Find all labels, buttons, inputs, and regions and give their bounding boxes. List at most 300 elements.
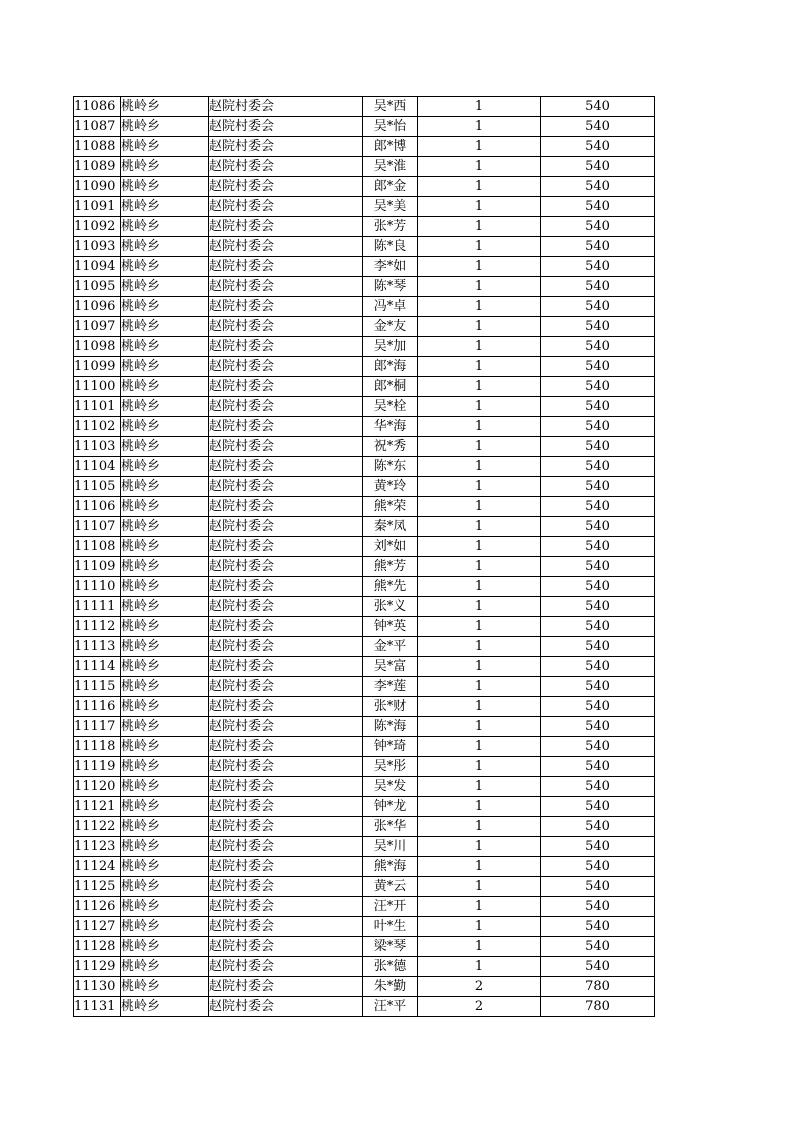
township-cell: 桃岭乡: [121, 737, 209, 757]
table-row: [74, 117, 655, 137]
table-row: [74, 257, 655, 277]
village-committee-cell: 赵院村委会: [209, 197, 363, 217]
township-cell: 桃岭乡: [121, 637, 209, 657]
village-committee-cell: 赵院村委会: [209, 577, 363, 597]
township-cell: 桃岭乡: [121, 537, 209, 557]
township-cell: 桃岭乡: [121, 897, 209, 917]
person-name-cell: 黄*玲: [363, 477, 418, 497]
village-committee-cell: 赵院村委会: [209, 157, 363, 177]
table-row: [74, 857, 655, 877]
amount-cell: 540: [541, 317, 655, 337]
person-name-cell: 李*如: [363, 257, 418, 277]
person-name-cell: 郎*桐: [363, 377, 418, 397]
table-row: [74, 637, 655, 657]
person-name-cell: 李*莲: [363, 677, 418, 697]
table-row: [74, 657, 655, 677]
amount-cell: 540: [541, 517, 655, 537]
township-cell: 桃岭乡: [121, 257, 209, 277]
person-count-cell: 2: [418, 977, 541, 997]
person-name-cell: 吴*美: [363, 197, 418, 217]
table-row: [74, 997, 655, 1017]
record-id-cell: 11093: [74, 237, 121, 257]
person-count-cell: 1: [418, 257, 541, 277]
village-committee-cell: 赵院村委会: [209, 877, 363, 897]
person-name-cell: 张*财: [363, 697, 418, 717]
person-name-cell: 朱*勤: [363, 977, 418, 997]
township-cell: 桃岭乡: [121, 577, 209, 597]
village-committee-cell: 赵院村委会: [209, 257, 363, 277]
village-committee-cell: 赵院村委会: [209, 277, 363, 297]
table-row: [74, 437, 655, 457]
table-row: [74, 897, 655, 917]
village-committee-cell: 赵院村委会: [209, 597, 363, 617]
village-committee-cell: 赵院村委会: [209, 97, 363, 117]
person-count-cell: 1: [418, 237, 541, 257]
person-name-cell: 张*义: [363, 597, 418, 617]
amount-cell: 540: [541, 717, 655, 737]
village-committee-cell: 赵院村委会: [209, 797, 363, 817]
person-count-cell: 1: [418, 517, 541, 537]
record-id-cell: 11090: [74, 177, 121, 197]
person-count-cell: 1: [418, 737, 541, 757]
amount-cell: 540: [541, 597, 655, 617]
amount-cell: 540: [541, 657, 655, 677]
person-name-cell: 钟*琦: [363, 737, 418, 757]
subsidy-roster-table: [73, 96, 655, 1017]
person-name-cell: 熊*先: [363, 577, 418, 597]
amount-cell: 540: [541, 957, 655, 977]
village-committee-cell: 赵院村委会: [209, 377, 363, 397]
record-id-cell: 11111: [74, 597, 121, 617]
person-name-cell: 陈*海: [363, 717, 418, 737]
amount-cell: 540: [541, 477, 655, 497]
amount-cell: 540: [541, 377, 655, 397]
person-name-cell: 冯*卓: [363, 297, 418, 317]
table-row: [74, 337, 655, 357]
table-row: [74, 317, 655, 337]
village-committee-cell: 赵院村委会: [209, 537, 363, 557]
person-count-cell: 1: [418, 857, 541, 877]
person-name-cell: 熊*荣: [363, 497, 418, 517]
record-id-cell: 11122: [74, 817, 121, 837]
table-row: [74, 697, 655, 717]
person-name-cell: 梁*琴: [363, 937, 418, 957]
township-cell: 桃岭乡: [121, 817, 209, 837]
amount-cell: 540: [541, 617, 655, 637]
township-cell: 桃岭乡: [121, 277, 209, 297]
person-count-cell: 1: [418, 417, 541, 437]
amount-cell: 540: [541, 117, 655, 137]
table-row: [74, 677, 655, 697]
person-count-cell: 1: [418, 537, 541, 557]
village-committee-cell: 赵院村委会: [209, 897, 363, 917]
table-row: [74, 797, 655, 817]
village-committee-cell: 赵院村委会: [209, 477, 363, 497]
village-committee-cell: 赵院村委会: [209, 497, 363, 517]
township-cell: 桃岭乡: [121, 597, 209, 617]
amount-cell: 540: [541, 357, 655, 377]
record-id-cell: 11131: [74, 997, 121, 1017]
amount-cell: 540: [541, 417, 655, 437]
record-id-cell: 11094: [74, 257, 121, 277]
amount-cell: 540: [541, 877, 655, 897]
person-name-cell: 叶*生: [363, 917, 418, 937]
person-name-cell: 吴*富: [363, 657, 418, 677]
table-row: [74, 717, 655, 737]
person-name-cell: 吴*加: [363, 337, 418, 357]
table-row: [74, 297, 655, 317]
amount-cell: 540: [541, 697, 655, 717]
table-row: [74, 137, 655, 157]
record-id-cell: 11129: [74, 957, 121, 977]
township-cell: 桃岭乡: [121, 917, 209, 937]
person-count-cell: 1: [418, 777, 541, 797]
person-count-cell: 1: [418, 697, 541, 717]
amount-cell: 540: [541, 277, 655, 297]
table-row: [74, 877, 655, 897]
person-count-cell: 1: [418, 317, 541, 337]
person-count-cell: 1: [418, 437, 541, 457]
village-committee-cell: 赵院村委会: [209, 657, 363, 677]
village-committee-cell: 赵院村委会: [209, 857, 363, 877]
person-name-cell: 秦*凤: [363, 517, 418, 537]
table-row: [74, 477, 655, 497]
person-count-cell: 1: [418, 717, 541, 737]
village-committee-cell: 赵院村委会: [209, 977, 363, 997]
village-committee-cell: 赵院村委会: [209, 757, 363, 777]
table-row: [74, 517, 655, 537]
township-cell: 桃岭乡: [121, 997, 209, 1017]
township-cell: 桃岭乡: [121, 397, 209, 417]
person-name-cell: 吴*怡: [363, 117, 418, 137]
table-row: [74, 497, 655, 517]
amount-cell: 540: [541, 817, 655, 837]
record-id-cell: 11126: [74, 897, 121, 917]
record-id-cell: 11109: [74, 557, 121, 577]
amount-cell: 540: [541, 937, 655, 957]
person-count-cell: 1: [418, 117, 541, 137]
person-count-cell: 1: [418, 877, 541, 897]
person-count-cell: 1: [418, 817, 541, 837]
person-count-cell: 1: [418, 497, 541, 517]
person-count-cell: 1: [418, 937, 541, 957]
amount-cell: 540: [541, 337, 655, 357]
person-count-cell: 1: [418, 377, 541, 397]
amount-cell: 540: [541, 237, 655, 257]
person-name-cell: 张*芳: [363, 217, 418, 237]
record-id-cell: 11091: [74, 197, 121, 217]
amount-cell: 540: [541, 677, 655, 697]
person-name-cell: 郎*博: [363, 137, 418, 157]
record-id-cell: 11087: [74, 117, 121, 137]
record-id-cell: 11110: [74, 577, 121, 597]
amount-cell: 540: [541, 537, 655, 557]
township-cell: 桃岭乡: [121, 977, 209, 997]
person-name-cell: 钟*英: [363, 617, 418, 637]
table-row: [74, 937, 655, 957]
record-id-cell: 11102: [74, 417, 121, 437]
person-count-cell: 1: [418, 337, 541, 357]
township-cell: 桃岭乡: [121, 497, 209, 517]
township-cell: 桃岭乡: [121, 757, 209, 777]
record-id-cell: 11089: [74, 157, 121, 177]
record-id-cell: 11103: [74, 437, 121, 457]
person-count-cell: 1: [418, 477, 541, 497]
person-count-cell: 1: [418, 217, 541, 237]
record-id-cell: 11092: [74, 217, 121, 237]
record-id-cell: 11097: [74, 317, 121, 337]
amount-cell: 540: [541, 737, 655, 757]
record-id-cell: 11128: [74, 937, 121, 957]
person-count-cell: 1: [418, 577, 541, 597]
record-id-cell: 11099: [74, 357, 121, 377]
person-name-cell: 刘*如: [363, 537, 418, 557]
person-name-cell: 金*平: [363, 637, 418, 657]
record-id-cell: 11120: [74, 777, 121, 797]
village-committee-cell: 赵院村委会: [209, 457, 363, 477]
township-cell: 桃岭乡: [121, 177, 209, 197]
table-row: [74, 357, 655, 377]
table-row: [74, 577, 655, 597]
person-name-cell: 汪*平: [363, 997, 418, 1017]
person-count-cell: 1: [418, 797, 541, 817]
village-committee-cell: 赵院村委会: [209, 397, 363, 417]
village-committee-cell: 赵院村委会: [209, 777, 363, 797]
township-cell: 桃岭乡: [121, 197, 209, 217]
person-name-cell: 祝*秀: [363, 437, 418, 457]
village-committee-cell: 赵院村委会: [209, 917, 363, 937]
township-cell: 桃岭乡: [121, 457, 209, 477]
village-committee-cell: 赵院村委会: [209, 677, 363, 697]
record-id-cell: 11130: [74, 977, 121, 997]
person-name-cell: 陈*东: [363, 457, 418, 477]
village-committee-cell: 赵院村委会: [209, 137, 363, 157]
person-count-cell: 1: [418, 197, 541, 217]
person-name-cell: 黄*云: [363, 877, 418, 897]
township-cell: 桃岭乡: [121, 117, 209, 137]
person-count-cell: 1: [418, 157, 541, 177]
township-cell: 桃岭乡: [121, 957, 209, 977]
township-cell: 桃岭乡: [121, 157, 209, 177]
township-cell: 桃岭乡: [121, 717, 209, 737]
record-id-cell: 11112: [74, 617, 121, 637]
village-committee-cell: 赵院村委会: [209, 637, 363, 657]
village-committee-cell: 赵院村委会: [209, 337, 363, 357]
township-cell: 桃岭乡: [121, 677, 209, 697]
village-committee-cell: 赵院村委会: [209, 617, 363, 637]
amount-cell: 540: [541, 837, 655, 857]
person-count-cell: 1: [418, 617, 541, 637]
person-count-cell: 1: [418, 277, 541, 297]
amount-cell: 540: [541, 177, 655, 197]
township-cell: 桃岭乡: [121, 557, 209, 577]
village-committee-cell: 赵院村委会: [209, 217, 363, 237]
person-count-cell: 1: [418, 917, 541, 937]
township-cell: 桃岭乡: [121, 777, 209, 797]
record-id-cell: 11106: [74, 497, 121, 517]
township-cell: 桃岭乡: [121, 617, 209, 637]
person-name-cell: 金*友: [363, 317, 418, 337]
record-id-cell: 11104: [74, 457, 121, 477]
table-row: [74, 417, 655, 437]
village-committee-cell: 赵院村委会: [209, 717, 363, 737]
village-committee-cell: 赵院村委会: [209, 177, 363, 197]
record-id-cell: 11096: [74, 297, 121, 317]
amount-cell: 540: [541, 497, 655, 517]
township-cell: 桃岭乡: [121, 697, 209, 717]
amount-cell: 540: [541, 257, 655, 277]
village-committee-cell: 赵院村委会: [209, 697, 363, 717]
record-id-cell: 11100: [74, 377, 121, 397]
township-cell: 桃岭乡: [121, 657, 209, 677]
table-row: [74, 957, 655, 977]
amount-cell: 540: [541, 197, 655, 217]
person-count-cell: 1: [418, 397, 541, 417]
person-count-cell: 1: [418, 837, 541, 857]
record-id-cell: 11118: [74, 737, 121, 757]
record-id-cell: 11088: [74, 137, 121, 157]
person-name-cell: 吴*淮: [363, 157, 418, 177]
person-count-cell: 1: [418, 677, 541, 697]
table-row: [74, 917, 655, 937]
table-row: [74, 457, 655, 477]
amount-cell: 540: [541, 777, 655, 797]
record-id-cell: 11101: [74, 397, 121, 417]
amount-cell: 540: [541, 577, 655, 597]
record-id-cell: 11113: [74, 637, 121, 657]
village-committee-cell: 赵院村委会: [209, 297, 363, 317]
township-cell: 桃岭乡: [121, 357, 209, 377]
village-committee-cell: 赵院村委会: [209, 417, 363, 437]
record-id-cell: 11086: [74, 97, 121, 117]
amount-cell: 540: [541, 437, 655, 457]
village-committee-cell: 赵院村委会: [209, 437, 363, 457]
township-cell: 桃岭乡: [121, 337, 209, 357]
amount-cell: 540: [541, 137, 655, 157]
village-committee-cell: 赵院村委会: [209, 957, 363, 977]
table-row: [74, 377, 655, 397]
person-count-cell: 1: [418, 957, 541, 977]
person-count-cell: 1: [418, 297, 541, 317]
record-id-cell: 11117: [74, 717, 121, 737]
person-name-cell: 陈*琴: [363, 277, 418, 297]
table-row: [74, 977, 655, 997]
table-row: [74, 617, 655, 637]
table-row: [74, 757, 655, 777]
township-cell: 桃岭乡: [121, 137, 209, 157]
person-count-cell: 1: [418, 137, 541, 157]
record-id-cell: 11123: [74, 837, 121, 857]
village-committee-cell: 赵院村委会: [209, 517, 363, 537]
township-cell: 桃岭乡: [121, 857, 209, 877]
person-name-cell: 吴*川: [363, 837, 418, 857]
person-count-cell: 1: [418, 757, 541, 777]
record-id-cell: 11125: [74, 877, 121, 897]
roster-table-body: [74, 97, 655, 1017]
table-row: [74, 197, 655, 217]
table-row: [74, 557, 655, 577]
person-count-cell: 2: [418, 997, 541, 1017]
amount-cell: 780: [541, 997, 655, 1017]
amount-cell: 540: [541, 897, 655, 917]
table-row: [74, 217, 655, 237]
record-id-cell: 11121: [74, 797, 121, 817]
person-count-cell: 1: [418, 897, 541, 917]
person-name-cell: 华*海: [363, 417, 418, 437]
record-id-cell: 11119: [74, 757, 121, 777]
table-row: [74, 177, 655, 197]
table-row: [74, 97, 655, 117]
person-name-cell: 钟*龙: [363, 797, 418, 817]
amount-cell: 540: [541, 297, 655, 317]
amount-cell: 540: [541, 757, 655, 777]
person-name-cell: 熊*芳: [363, 557, 418, 577]
person-count-cell: 1: [418, 637, 541, 657]
person-name-cell: 郎*海: [363, 357, 418, 377]
table-row: [74, 737, 655, 757]
township-cell: 桃岭乡: [121, 477, 209, 497]
record-id-cell: 11098: [74, 337, 121, 357]
village-committee-cell: 赵院村委会: [209, 317, 363, 337]
person-name-cell: 汪*开: [363, 897, 418, 917]
person-name-cell: 吴*西: [363, 97, 418, 117]
township-cell: 桃岭乡: [121, 837, 209, 857]
record-id-cell: 11105: [74, 477, 121, 497]
village-committee-cell: 赵院村委会: [209, 997, 363, 1017]
township-cell: 桃岭乡: [121, 97, 209, 117]
person-name-cell: 张*华: [363, 817, 418, 837]
table-row: [74, 397, 655, 417]
table-row: [74, 277, 655, 297]
village-committee-cell: 赵院村委会: [209, 117, 363, 137]
person-count-cell: 1: [418, 557, 541, 577]
village-committee-cell: 赵院村委会: [209, 237, 363, 257]
amount-cell: 540: [541, 217, 655, 237]
amount-cell: 540: [541, 557, 655, 577]
amount-cell: 540: [541, 857, 655, 877]
person-count-cell: 1: [418, 97, 541, 117]
amount-cell: 540: [541, 97, 655, 117]
township-cell: 桃岭乡: [121, 517, 209, 537]
person-name-cell: 吴*发: [363, 777, 418, 797]
record-id-cell: 11115: [74, 677, 121, 697]
table-row: [74, 157, 655, 177]
village-committee-cell: 赵院村委会: [209, 937, 363, 957]
person-name-cell: 陈*良: [363, 237, 418, 257]
table-row: [74, 817, 655, 837]
village-committee-cell: 赵院村委会: [209, 817, 363, 837]
record-id-cell: 11127: [74, 917, 121, 937]
village-committee-cell: 赵院村委会: [209, 837, 363, 857]
amount-cell: 540: [541, 637, 655, 657]
person-count-cell: 1: [418, 177, 541, 197]
township-cell: 桃岭乡: [121, 937, 209, 957]
record-id-cell: 11124: [74, 857, 121, 877]
record-id-cell: 11107: [74, 517, 121, 537]
township-cell: 桃岭乡: [121, 437, 209, 457]
person-name-cell: 张*德: [363, 957, 418, 977]
record-id-cell: 11116: [74, 697, 121, 717]
record-id-cell: 11108: [74, 537, 121, 557]
township-cell: 桃岭乡: [121, 317, 209, 337]
township-cell: 桃岭乡: [121, 217, 209, 237]
table-row: [74, 777, 655, 797]
township-cell: 桃岭乡: [121, 877, 209, 897]
amount-cell: 780: [541, 977, 655, 997]
township-cell: 桃岭乡: [121, 377, 209, 397]
person-count-cell: 1: [418, 357, 541, 377]
amount-cell: 540: [541, 457, 655, 477]
